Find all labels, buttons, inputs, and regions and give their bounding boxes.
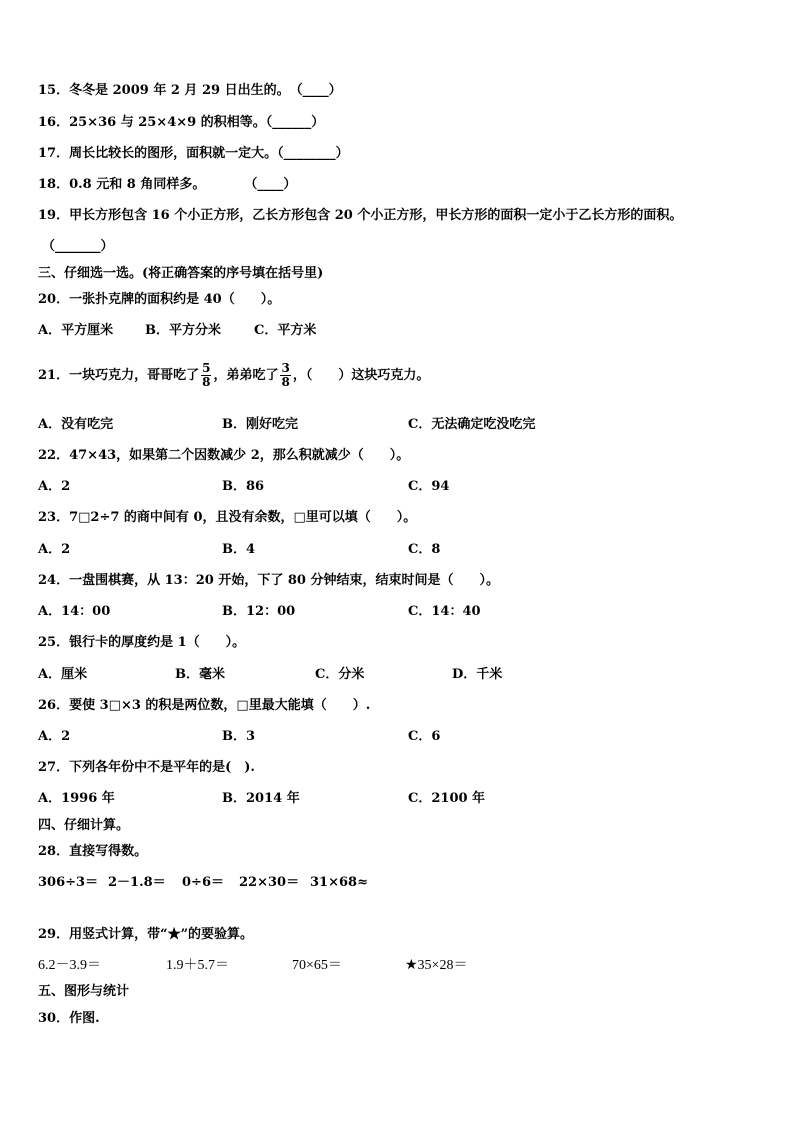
- question-28-stem: 28．直接写得数。: [38, 844, 148, 859]
- calc-item: 1.9＋5.7＝: [166, 958, 229, 973]
- question-26-stem: 26．要使 3□×3 的积是两位数，□里最大能填（ ）.: [38, 698, 371, 713]
- question-22-option-a: A．2: [38, 479, 71, 494]
- question-22-option-b: B．86: [222, 479, 265, 494]
- calc-item: 0÷6＝: [182, 875, 224, 890]
- question-25-option-c: C．分米: [315, 667, 365, 682]
- calc-item: 6.2－3.9＝: [38, 958, 101, 973]
- question-20-option-c: C．平方米: [254, 323, 317, 338]
- calc-item: ★35×28＝: [405, 958, 468, 973]
- question-25-option-d: D．千米: [452, 667, 503, 682]
- question-19-answer-blank: （_______）: [42, 239, 114, 254]
- question-24-stem: 24．一盘围棋赛，从 13：20 开始，下了 80 分钟结束，结束时间是（ ）。: [38, 573, 499, 588]
- question-24-option-c: C．14：40: [408, 604, 481, 619]
- calc-item: 22×30＝: [239, 875, 300, 890]
- fraction-2-numerator: 3: [281, 361, 290, 375]
- fraction-five-eighths: [201, 362, 211, 389]
- calc-item: 306÷3＝: [38, 875, 99, 890]
- question-23-option-b: B．4: [222, 542, 256, 557]
- question-15: 15．冬冬是 2009 年 2 月 29 日出生的。 （____）: [38, 83, 342, 98]
- question-21-option-b: B．刚好吃完: [222, 417, 298, 432]
- question-24-option-a: A．14：00: [38, 604, 111, 619]
- question-20-option-a: A．平方厘米: [38, 323, 114, 338]
- question-26-option-c: C．6: [408, 729, 441, 744]
- question-21-stem-part-a: 21．一块巧克力，哥哥吃了: [38, 368, 200, 383]
- question-27-option-a: A．1996 年: [38, 791, 115, 806]
- question-22-option-c: C．94: [408, 479, 450, 494]
- question-23-option-a: A．2: [38, 542, 71, 557]
- question-21-option-a: A．没有吃完: [38, 417, 114, 432]
- question-30-stem: 30．作图.: [38, 1011, 100, 1026]
- section-5-title: 五、图形与统计: [38, 984, 130, 999]
- question-23-option-c: C．8: [408, 542, 441, 557]
- question-17: 17．周长比较长的图形，面积就一定大。（________）: [38, 146, 349, 161]
- question-27-stem: 27．下列各年份中不是平年的是( ).: [38, 760, 255, 775]
- calc-item: 2－1.8＝: [108, 875, 166, 890]
- question-24-option-b: B．12：00: [222, 604, 296, 619]
- fraction-1-denominator: 8: [202, 375, 211, 389]
- question-21-stem-part-c: ，（ ）这块巧克力。: [292, 368, 430, 383]
- question-21-stem: [38, 361, 429, 391]
- fraction-1-numerator: 5: [202, 361, 211, 375]
- question-25-option-a: A．厘米: [38, 667, 88, 682]
- question-16: 16．25×36 与 25×4×9 的积相等。（______）: [38, 115, 325, 130]
- question-19: 19．甲长方形包含 16 个小正方形，乙长方形包含 20 个小正方形，甲长方形的面积一定小于乙长方形的面积。: [38, 208, 683, 223]
- question-21-option-c: C．无法确定吃没吃完: [408, 417, 536, 432]
- question-21-stem-part-b: ，弟弟吃了: [213, 368, 279, 383]
- question-26-option-b: B．3: [222, 729, 256, 744]
- question-20-option-b: B．平方分米: [145, 323, 221, 338]
- question-27-option-b: B．2014 年: [222, 791, 300, 806]
- question-22-stem: 22．47×43，如果第二个因数减少 2，那么积就减少（ ）。: [38, 448, 410, 463]
- question-23-stem: 23．7□2÷7 的商中间有 0，且没有余数，□里可以填（ ）。: [38, 510, 417, 525]
- question-27-option-c: C．2100 年: [408, 791, 486, 806]
- fraction-2-denominator: 8: [281, 375, 290, 389]
- question-18: 18．0.8 元和 8 角同样多。 （____）: [38, 177, 297, 192]
- calc-item: 31×68≈: [310, 875, 368, 890]
- section-3-title: 三、仔细选一选。(将正确答案的序号填在括号里): [38, 266, 324, 281]
- calc-item: 70×65＝: [292, 958, 342, 973]
- fraction-three-eighths: [280, 362, 290, 389]
- question-25-option-b: B．毫米: [175, 667, 225, 682]
- section-4-title: 四、仔细计算。: [38, 818, 130, 833]
- question-26-option-a: A．2: [38, 729, 71, 744]
- question-25-stem: 25．银行卡的厚度约是 1（ ）。: [38, 635, 246, 650]
- question-29-stem: 29．用竖式计算，带“★”的要验算。: [38, 927, 254, 942]
- question-20-stem: 20．一张扑克牌的面积约是 40（ ）。: [38, 292, 281, 307]
